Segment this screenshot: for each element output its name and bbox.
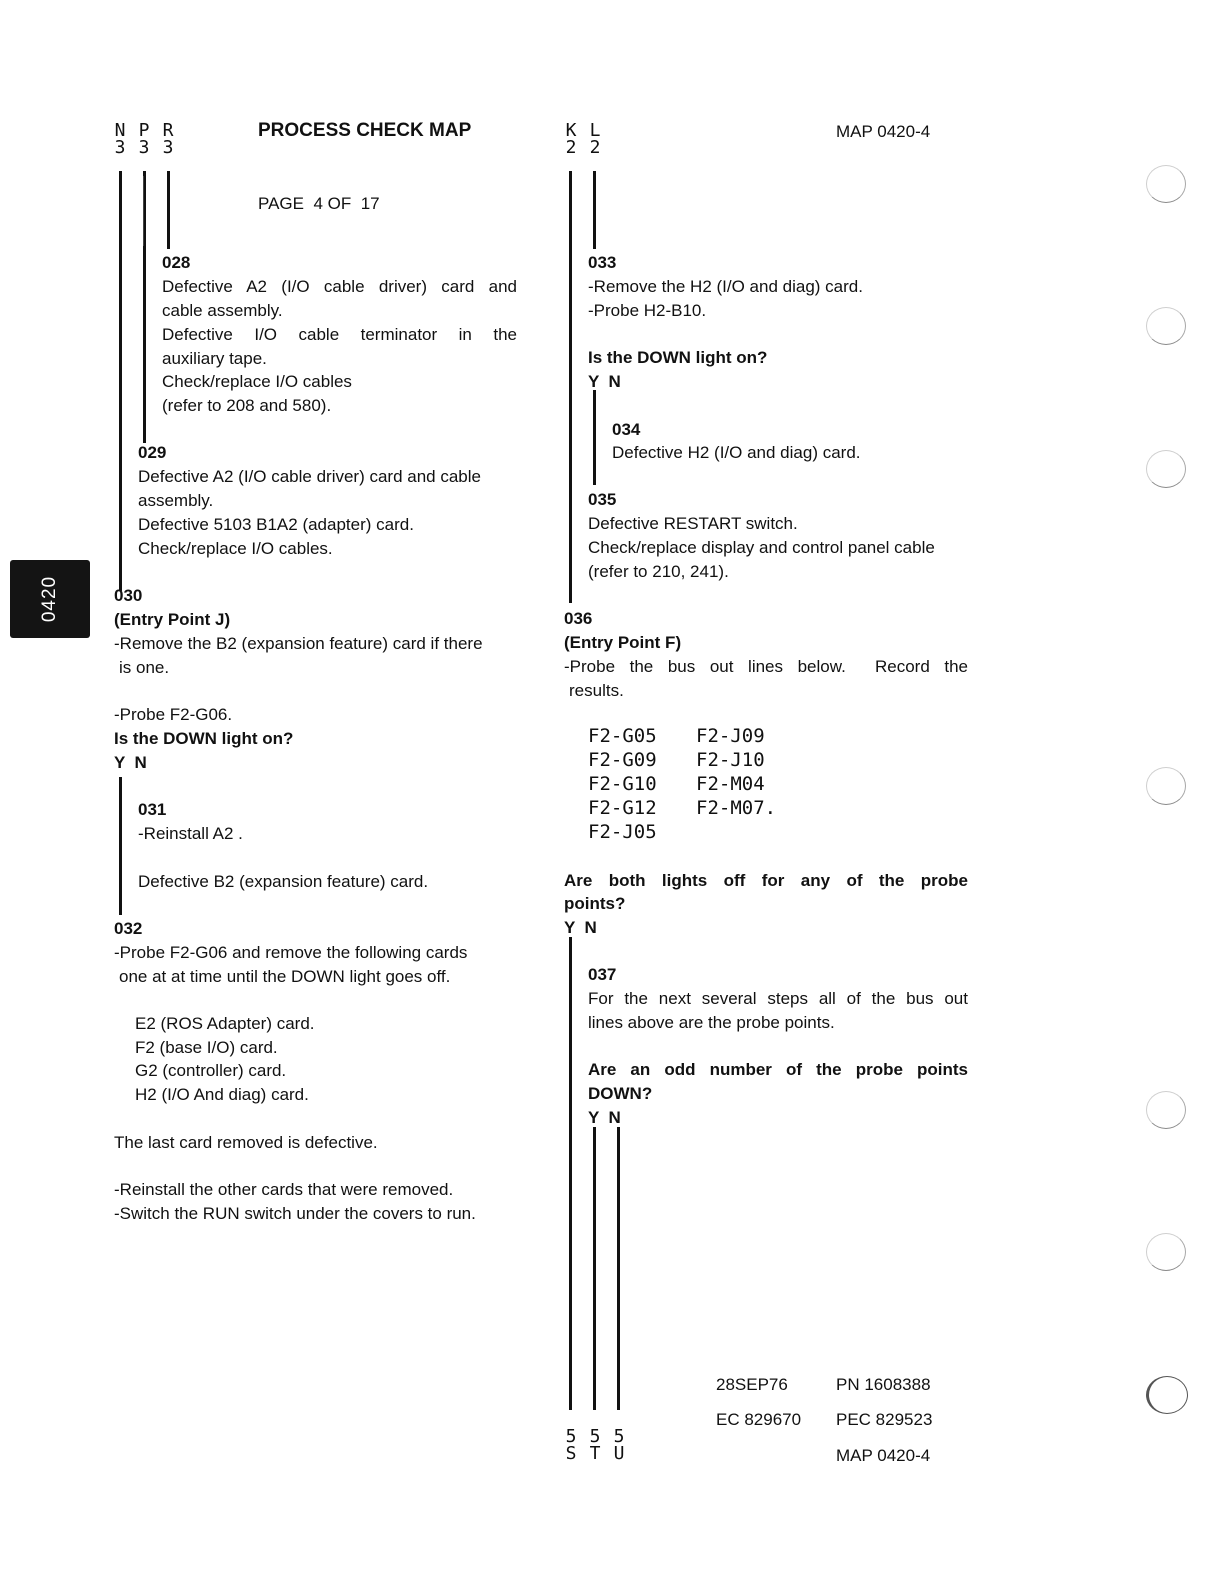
yes-no-branch: Y N	[588, 1108, 621, 1127]
binder-hole	[1146, 450, 1186, 488]
step-text: Defective B2 (expansion feature) card.	[138, 872, 429, 891]
flow-line-031	[119, 777, 122, 915]
step-number: 035	[588, 490, 617, 509]
binder-hole	[1146, 1091, 1186, 1129]
connector-5S: 5 S	[565, 1426, 577, 1464]
step-number: 029	[138, 443, 167, 462]
binder-hole	[1146, 165, 1186, 203]
flow-line-U	[617, 1127, 620, 1410]
step-text: Defective A2 (I/O cable driver) card and cable	[138, 467, 481, 486]
connector-N3: N 3	[114, 120, 126, 158]
step-text: Defective RESTART switch.	[588, 514, 798, 533]
flow-line-R	[167, 171, 170, 249]
connector-L2: L 2	[589, 120, 601, 158]
step-text: auxiliary tape.	[162, 349, 267, 368]
step-number: 032	[114, 919, 143, 938]
decision-question: Are an odd number of the probe points	[588, 1060, 968, 1079]
flow-line-K	[569, 171, 572, 603]
step-text: -Probe F2-G06.	[114, 705, 233, 724]
probe-point: F2-J10	[696, 749, 765, 771]
flow-line-034	[593, 390, 596, 485]
footer-map-id: MAP 0420-4	[836, 1446, 931, 1465]
step-number: 036	[564, 609, 593, 628]
page-title: PROCESS CHECK MAP	[258, 120, 472, 141]
footer-pec: PEC 829523	[836, 1410, 933, 1429]
step-text: -Probe F2-G06 and remove the following cards	[114, 943, 468, 962]
card-item: F2 (base I/O) card.	[135, 1038, 278, 1057]
step-text: Check/replace I/O cables	[162, 372, 352, 391]
connector-5U: 5 U	[613, 1426, 625, 1464]
probe-point: F2-G05	[588, 725, 657, 747]
probe-point: F2-G12	[588, 797, 657, 819]
footer-date: 28SEP76	[716, 1375, 788, 1394]
step-number: 031	[138, 800, 167, 819]
footer-part-number: PN 1608388	[836, 1375, 931, 1394]
probe-point: F2-M04	[696, 773, 765, 795]
step-text: one at at time until the DOWN light goes off.	[119, 967, 451, 986]
step-text: -Reinstall the other cards that were removed.	[114, 1180, 454, 1199]
step-number: 037	[588, 965, 617, 984]
probe-point: F2-J05	[588, 821, 657, 843]
yes-no-branch: Y N	[114, 753, 147, 772]
yes-no-branch: Y N	[564, 918, 597, 937]
flow-line-P-inner	[143, 176, 144, 246]
step-text: Check/replace I/O cables.	[138, 539, 333, 558]
map-id: MAP 0420-4	[836, 122, 931, 141]
flow-line-L	[593, 171, 596, 249]
step-text: Defective 5103 B1A2 (adapter) card.	[138, 515, 414, 534]
step-text: Defective I/O cable terminator in the	[162, 325, 517, 344]
step-text: results.	[569, 681, 624, 700]
footer-ec: EC 829670	[716, 1410, 802, 1429]
binder-hole	[1146, 1233, 1186, 1271]
step-text: -Probe H2-B10.	[588, 301, 707, 320]
step-text: -Reinstall A2 .	[138, 824, 243, 843]
flow-line-T	[593, 1127, 596, 1410]
decision-question: Are both lights off for any of the probe	[564, 871, 968, 890]
step-text: For the next several steps all of the bus out	[588, 989, 968, 1008]
step-text: -Switch the RUN switch under the covers to run.	[114, 1204, 476, 1223]
probe-point: F2-J09	[696, 725, 765, 747]
step-text: (refer to 208 and 580).	[162, 396, 332, 415]
side-tab	[10, 560, 90, 638]
step-text: cable assembly.	[162, 301, 283, 320]
connector-K2: K 2	[565, 120, 577, 158]
step-text: The last card removed is defective.	[114, 1133, 378, 1152]
decision-question: Is the DOWN light on?	[588, 348, 768, 367]
step-number: 028	[162, 253, 191, 272]
side-tab-label: 0420	[39, 575, 60, 623]
step-text: lines above are the probe points.	[588, 1013, 835, 1032]
connector-P3: P 3	[138, 120, 150, 158]
step-text: -Remove the B2 (expansion feature) card if there	[114, 634, 483, 653]
decision-question: Is the DOWN light on?	[114, 729, 294, 748]
step-text: is one.	[119, 658, 170, 677]
binder-hole	[1146, 1376, 1188, 1414]
step-text: -Remove the H2 (I/O and diag) card.	[588, 277, 863, 296]
decision-question-cont: DOWN?	[588, 1084, 653, 1103]
flow-line-S	[569, 937, 572, 1410]
yes-no-branch: Y N	[588, 372, 621, 391]
step-text: Defective A2 (I/O cable driver) card and	[162, 277, 517, 296]
connector-R3: R 3	[162, 120, 174, 158]
probe-point: F2-G10	[588, 773, 657, 795]
step-number: 034	[612, 420, 641, 439]
card-item: G2 (controller) card.	[135, 1061, 287, 1080]
entry-point-label: (Entry Point J)	[114, 610, 231, 629]
decision-question-cont: points?	[564, 894, 626, 913]
step-text: -Probe the bus out lines below. Record the	[564, 657, 968, 676]
step-number: 033	[588, 253, 617, 272]
step-text: assembly.	[138, 491, 214, 510]
probe-point: F2-G09	[588, 749, 657, 771]
probe-point: F2-M07.	[696, 797, 777, 819]
page-indicator: PAGE 4 OF 17	[258, 194, 380, 213]
binder-hole	[1146, 307, 1186, 345]
card-item: E2 (ROS Adapter) card.	[135, 1014, 315, 1033]
card-item: H2 (I/O And diag) card.	[135, 1085, 309, 1104]
flow-line-N	[119, 171, 122, 591]
connector-5T: 5 T	[589, 1426, 601, 1464]
step-number: 030	[114, 586, 143, 605]
step-text: (refer to 210, 241).	[588, 562, 729, 581]
step-text: Check/replace display and control panel cable	[588, 538, 935, 557]
step-text: Defective H2 (I/O and diag) card.	[612, 443, 861, 462]
binder-hole	[1146, 767, 1186, 805]
entry-point-label: (Entry Point F)	[564, 633, 682, 652]
